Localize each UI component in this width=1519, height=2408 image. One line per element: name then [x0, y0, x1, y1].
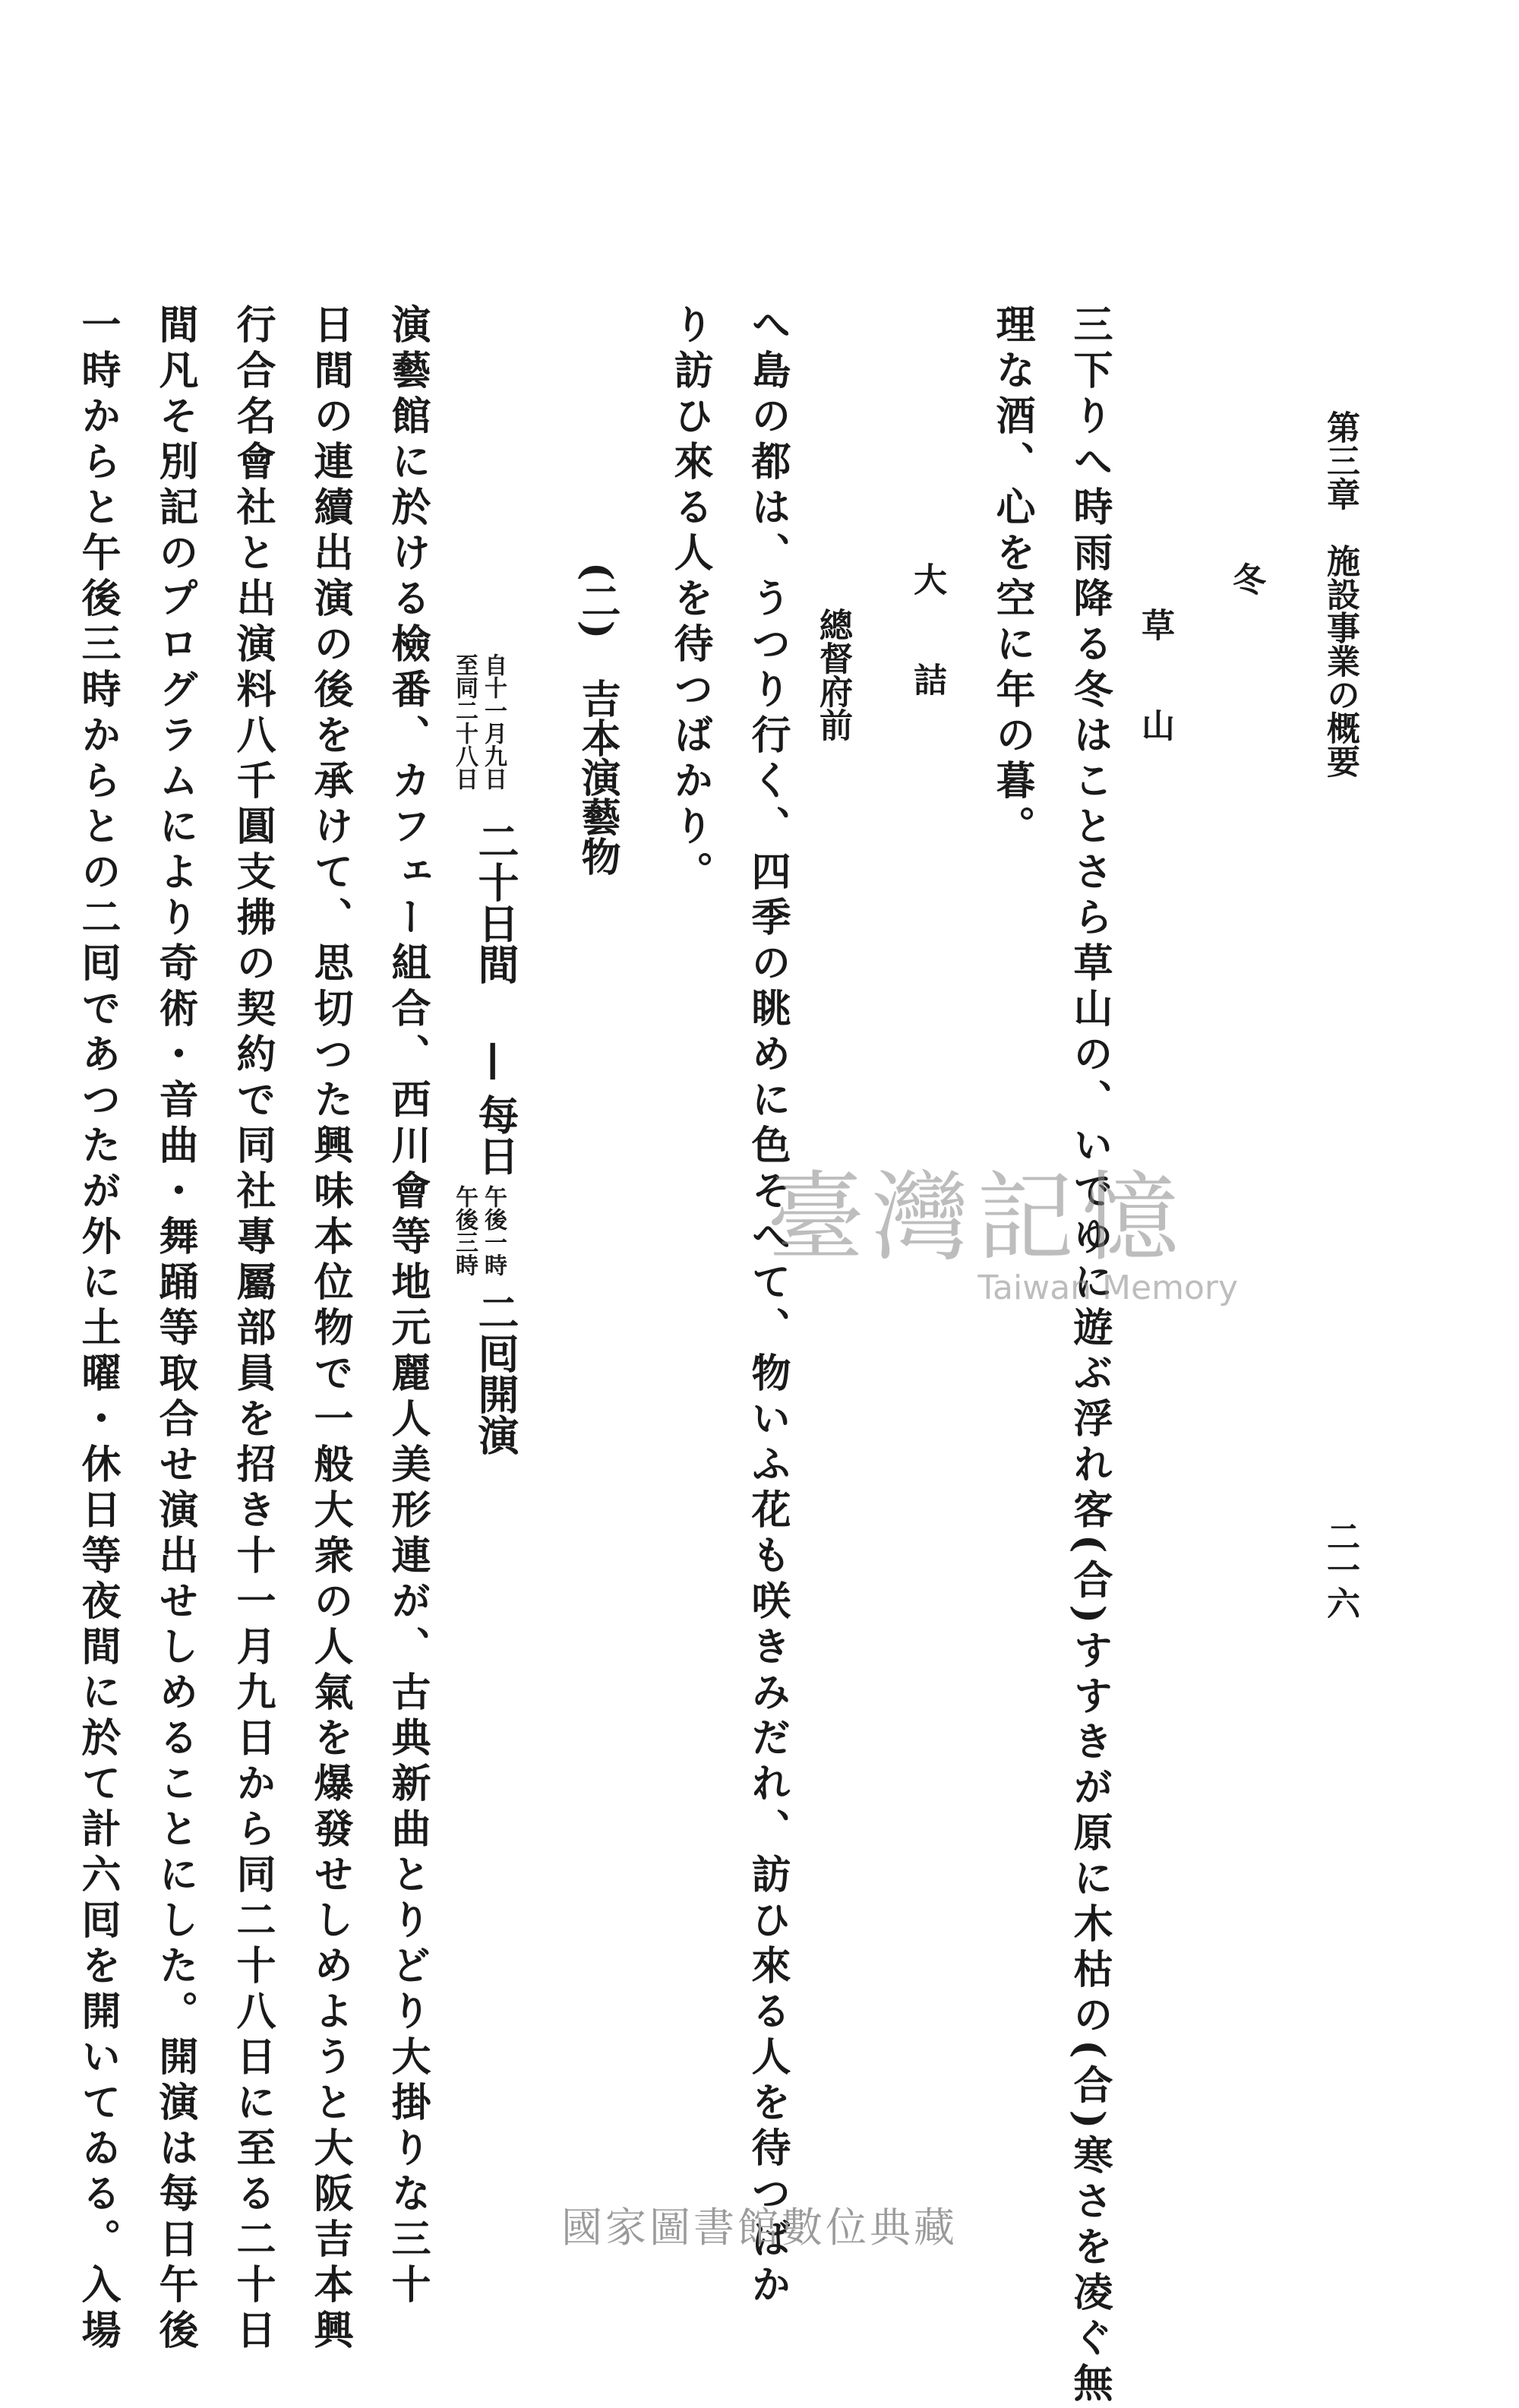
period-small-pair [451, 653, 507, 790]
section-title: (二) 吉本演藝物 [574, 562, 621, 877]
taiwan-memory-watermark [767, 1139, 1284, 1307]
body-line-3: 行合名會社と出演料八千圓支拂の契約で同社專屬部員を招き十一月九日から同二十八日に至る二十日 [229, 304, 276, 2355]
watermark-latin: Taiwan Memory [977, 1269, 1238, 1307]
poem-winter-line-1: 三下りへ時雨降る冬はことさら草山の、いでゆに遊ぶ浮れ客(合)すすきが原に木枯の(合)寒さを凌ぐ無 [1066, 304, 1113, 2408]
period-duration: 二十日間 [472, 820, 520, 984]
poem-winter-title: 冬 [1227, 562, 1265, 596]
library-footer: 國家圖書館數位典藏 [561, 2204, 958, 2252]
period-end: 至同二十八日 [451, 653, 478, 790]
period-daily: 每日 [472, 1094, 520, 1176]
chapter-title: 第三章 施設事業の概要 [1321, 410, 1360, 778]
body-line-1: 演藝館に於ける檢番、カフェー組合、西川會等地元麗人美形連が、古典新曲とりどり大掛りな三十 [384, 304, 431, 2309]
time-second: 午後三時 [451, 1185, 478, 1276]
poem-taisho-line-1: へ島の都は、うつり行く、四季の眺めに色そへて、物いふ花も咲きみだれ、訪ひ來る人を待つばか [744, 304, 791, 2309]
period-dash: — [472, 1041, 520, 1082]
watermark-cjk: 臺灣記憶 [767, 1161, 1187, 1275]
body-line-2: 日間の連續出演の後を承けて、思切つた興味本位物で一般大衆の人氣を爆發せしめようと大阪吉本興 [307, 304, 353, 2355]
period-performances: 二囘開演 [472, 1291, 520, 1455]
time-small-pair [451, 1185, 507, 1276]
poem-winter-line-2: 理な酒、心を空に年の暮。 [989, 304, 1035, 851]
period-start: 自十一月九日 [480, 653, 507, 790]
body-line-5: 一時からと午後三時からとの二囘であつたが外に土曜・休日等夜間に於て計六囘を開いてゐる。入場 [74, 304, 121, 2355]
time-first: 午後一時 [480, 1185, 507, 1276]
poem-taisho-author: 總督府前 [813, 608, 852, 741]
poem-taisho-title: 大 詰 [908, 562, 946, 696]
page-number: 二一六 [1321, 1519, 1360, 1620]
body-line-4: 間凡そ別記のプログラムにより奇術・音曲・舞踊等取合せ演出せしめることにした。開演は每日午後 [152, 304, 198, 2355]
poem-winter-author: 草 山 [1135, 608, 1174, 741]
poem-taisho-line-2: り訪ひ來る人を待つばかり。 [667, 304, 713, 896]
